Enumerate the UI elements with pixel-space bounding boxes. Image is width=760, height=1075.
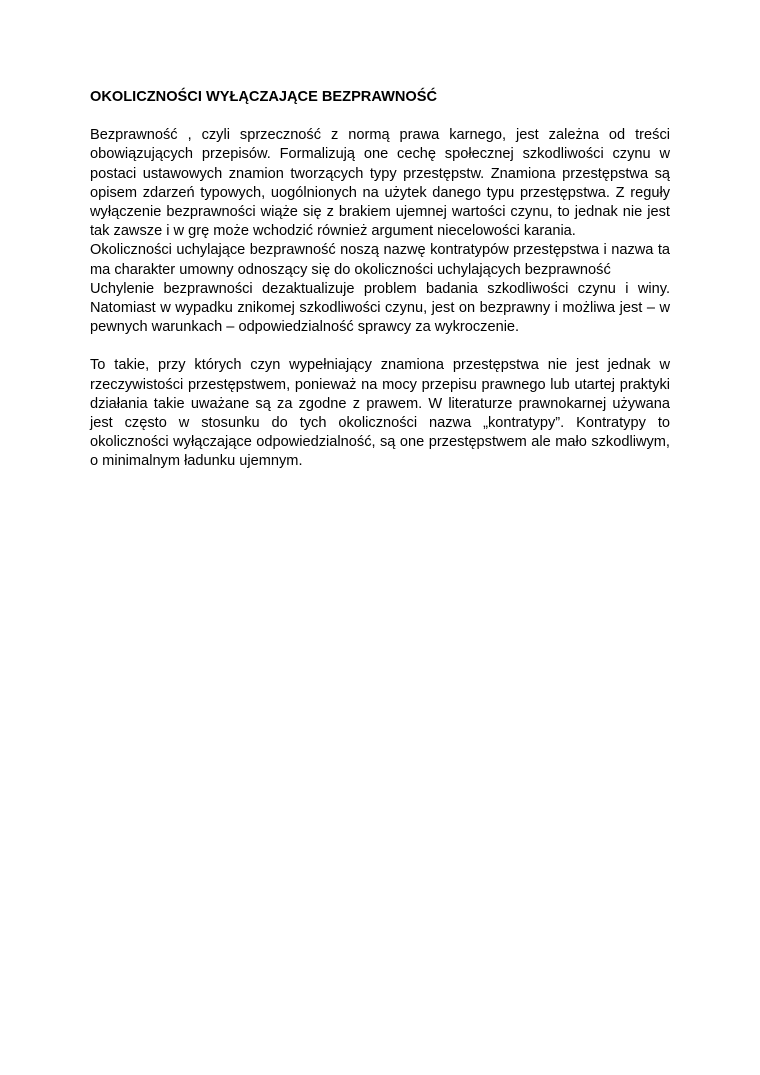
paragraph-uchylenie: Uchylenie bezprawności dezaktualizuje problem badania szkodliwości czynu i winy. Natomiast w wypadku znikomej szkodliwości czynu, jest on bezprawny i możliwa jest – w pewnych warunkach – odpowiedzialność sprawcy za wykroczenie. bbox=[90, 280, 670, 336]
document-title: OKOLICZNOŚCI WYŁĄCZAJĄCE BEZPRAWNOŚĆ bbox=[90, 89, 438, 105]
document-body bbox=[90, 88, 670, 472]
paragraph-kontratypy: Okoliczności uchylające bezprawność noszą nazwę kontratypów przestępstwa i nazwa ta ma charakter umowny odnoszący się do okoliczności uchylających bezprawność bbox=[90, 242, 670, 278]
paragraph-to-takie: To takie, przy których czyn wypełniający znamiona przestępstwa nie jest jednak w rzeczywistości przestępstwem, ponieważ na mocy przepisu prawnego lub utartej praktyki działania takie uważane są za zgodne z prawem. W literaturze prawnokarnej używana jest często w stosunku do tych okoliczności nazwa „kontratypy”. Kontratypy to okoliczności wyłączające odpowiedzialność, są one przestępstwem ale mało szkodliwym, o minimalnym ładunku ujemnym. bbox=[90, 357, 670, 470]
paragraph-spacer bbox=[90, 337, 670, 356]
paragraph-definition: Bezprawność , czyli sprzeczność z normą prawa karnego, jest zależna od treści obowiązujących przepisów. Formalizują one cechę społecznej szkodliwości czynu w postaci ustawowych znamion tworzących typy przestępstw. Znamiona przestępstwa są opisem zdarzeń typowych, uogólnionych na użytek danego typu przestępstwa. Z reguły wyłączenie bezprawności wiąże się z brakiem ujemnej wartości czynu, to jednak nie jest tak zawsze i w grę może wchodzić również argument niecelowości karania. bbox=[90, 127, 670, 240]
